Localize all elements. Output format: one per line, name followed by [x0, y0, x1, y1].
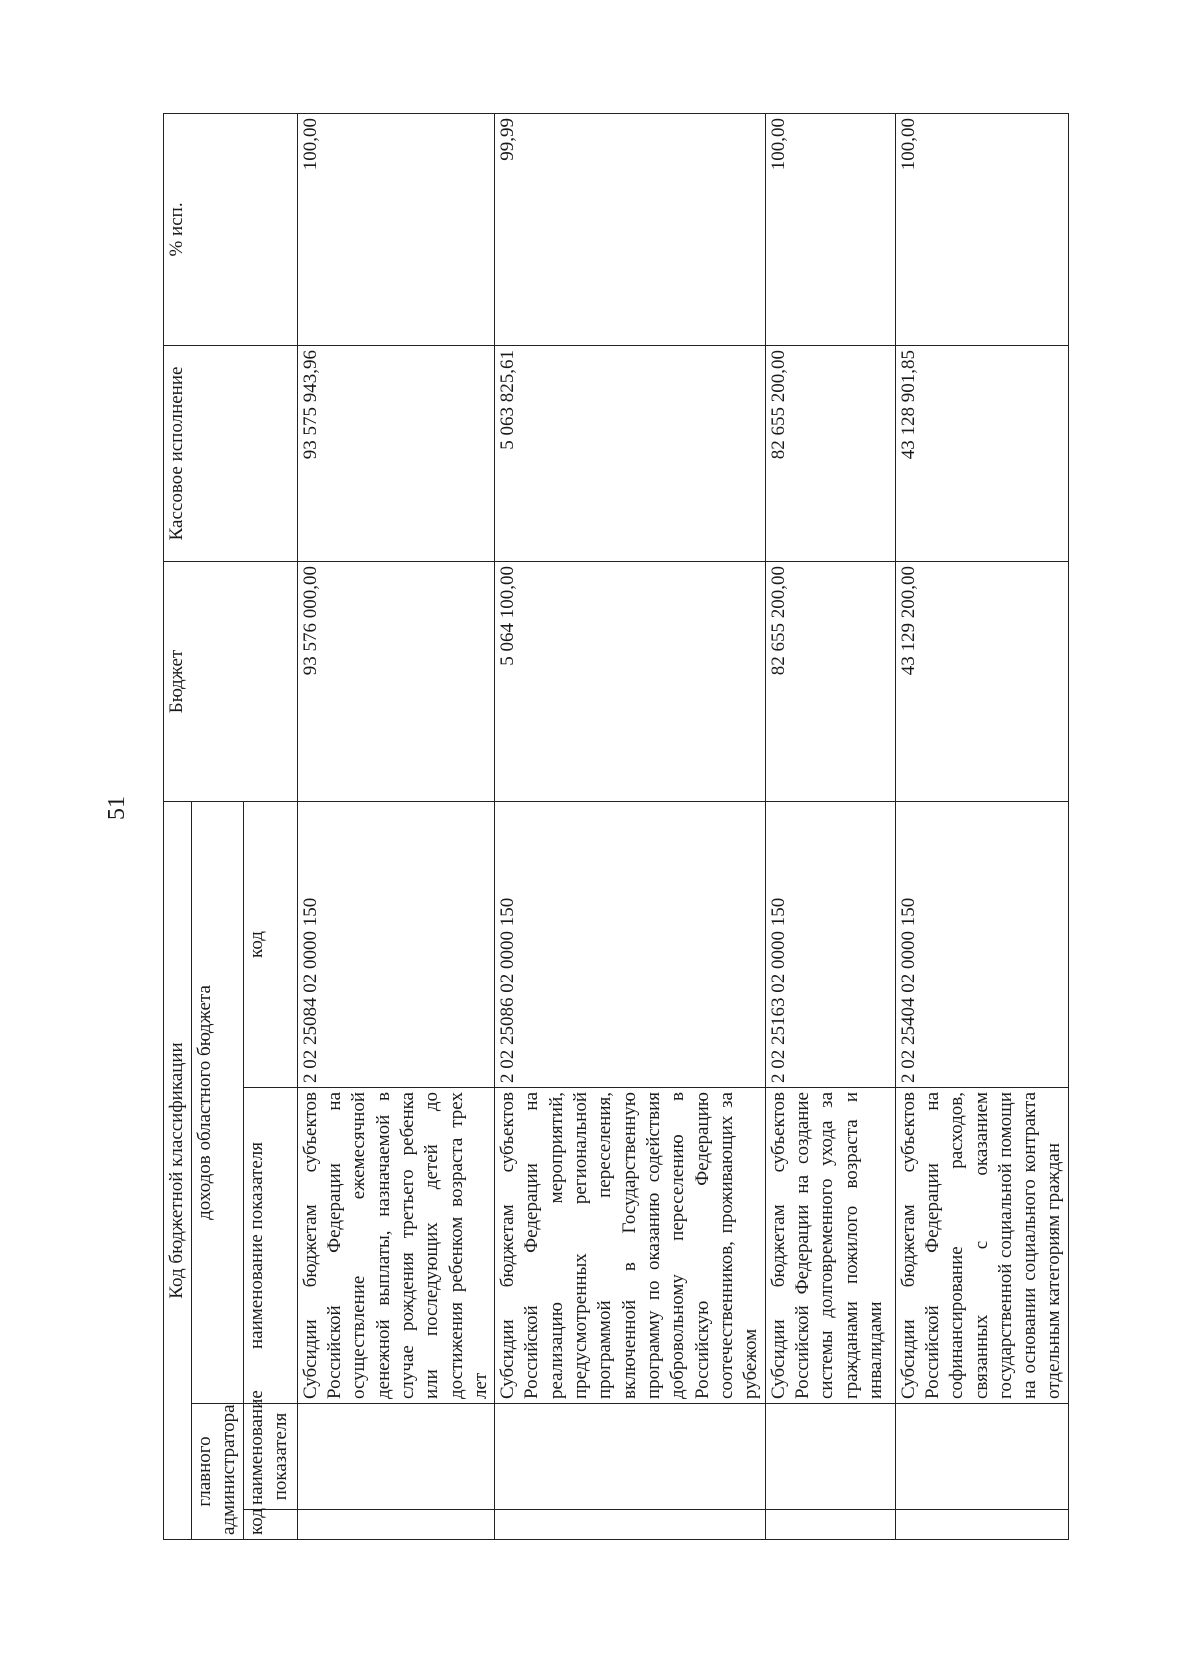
admin-code-cell	[495, 1510, 765, 1540]
cash-execution-cell: 82 655 200,00	[765, 345, 895, 561]
chief-administrator-header: главного администратора	[192, 1404, 244, 1540]
admin-name-cell	[495, 1404, 765, 1510]
admin-code-cell	[895, 1510, 1068, 1540]
table-row	[495, 113, 765, 1539]
table-body	[297, 113, 1068, 1539]
budget-cell: 5 064 100,00	[495, 561, 765, 801]
indicator-name-cell: Субсидии бюджетам субъектов Российской Федерации на осуществление ежемесячной денежной выплаты, назначаемой в случае рождения третьего ребенка или последующих детей до достижения ребенком возраста трех лет	[297, 1088, 495, 1404]
admin-name-cell	[765, 1404, 895, 1510]
percent-cell: 100,00	[297, 113, 495, 345]
budget-cell: 93 576 000,00	[297, 561, 495, 801]
income-code-cell: 2 02 25086 02 0000 150	[495, 801, 765, 1087]
page-number: 51	[104, 796, 130, 820]
budget-table	[163, 113, 1069, 1540]
indicator-name-cell: Субсидии бюджетам субъектов Российской Федерации на софинансирование расходов, связанных с оказанием государственной социальной помощи на основании социального контракта отдельным категориям граждан	[895, 1088, 1068, 1404]
cash-execution-header: Кассовое исполнение	[164, 345, 298, 561]
admin-name-cell	[895, 1404, 1068, 1510]
table-rotation-wrapper	[163, 114, 1065, 1540]
table-row	[765, 113, 895, 1539]
table-header	[164, 113, 298, 1539]
income-name-header: наименование показателя	[243, 1088, 297, 1404]
percent-cell: 99,99	[495, 113, 765, 345]
admin-code-cell	[765, 1510, 895, 1540]
percent-execution-header: % исп.	[164, 113, 298, 345]
indicator-name-cell: Субсидии бюджетам субъектов Российской Федерации на реализацию мероприятий, предусмотренных региональной программой переселения, включенной в Государственную программу по оказанию содействия добровольному переселению в Российскую Федерацию соотечественников, проживающих за рубежом	[495, 1088, 765, 1404]
budget-cell: 82 655 200,00	[765, 561, 895, 801]
income-code-cell: 2 02 25404 02 0000 150	[895, 801, 1068, 1087]
classification-code-header: Код бюджетной классификации	[164, 801, 192, 1539]
table-row	[895, 113, 1068, 1539]
table-row	[297, 113, 495, 1539]
admin-code-cell	[297, 1510, 495, 1540]
percent-cell: 100,00	[895, 113, 1068, 345]
cash-execution-cell: 43 128 901,85	[895, 345, 1068, 561]
income-code-header: код	[243, 801, 297, 1087]
cash-execution-cell: 93 575 943,96	[297, 345, 495, 561]
admin-code-header: код	[243, 1510, 297, 1540]
admin-name-cell	[297, 1404, 495, 1510]
income-code-cell: 2 02 25084 02 0000 150	[297, 801, 495, 1087]
percent-cell: 100,00	[765, 113, 895, 345]
cash-execution-cell: 5 063 825,61	[495, 345, 765, 561]
regional-income-header: доходов областного бюджета	[192, 801, 244, 1403]
budget-header: Бюджет	[164, 561, 298, 801]
header-row-1	[164, 113, 192, 1539]
indicator-name-cell: Субсидии бюджетам субъектов Российской Федерации на создание системы долговременного ухода за гражданами пожилого возраста и инвалидами	[765, 1088, 895, 1404]
budget-cell: 43 129 200,00	[895, 561, 1068, 801]
income-code-cell: 2 02 25163 02 0000 150	[765, 801, 895, 1087]
admin-name-header: наименование показателя	[243, 1404, 297, 1510]
